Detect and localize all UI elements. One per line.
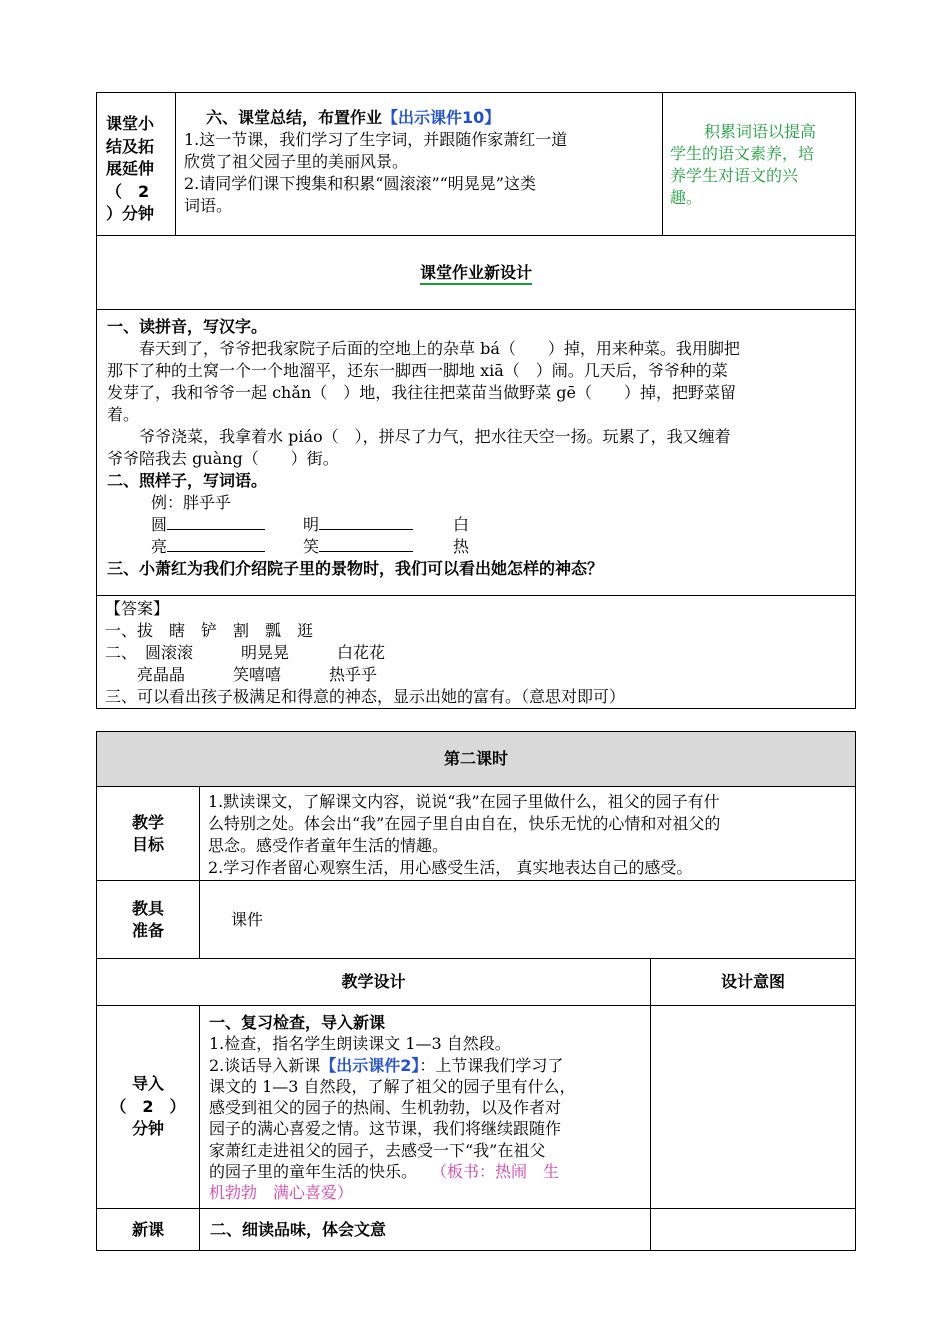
board-note: 机勃勃 满心喜爱）	[209, 1183, 354, 1203]
intro-line: 感受到祖父的园子的热闹、生机勃勃，以及作者对	[209, 1098, 562, 1118]
intent-line: 学生的语文素养，培	[670, 144, 815, 163]
intro-line: 1.检查，指名学生朗读课文 1—3 自然段。	[209, 1034, 511, 1054]
summary-label-line: （ 2	[106, 181, 150, 201]
answers-line: 二、 圆滚滚 明晃晃 白花花	[105, 643, 386, 662]
q2-example: 例：胖乎乎	[151, 493, 232, 512]
intro-line: 的园子里的童年生活的快乐。	[209, 1162, 418, 1182]
q2-word: 热	[453, 537, 470, 556]
summary-line: 1.这一节课，我们学习了生字词，并跟随作家萧红一道	[184, 130, 568, 149]
intro-label-line: （ 2 ）	[110, 1096, 186, 1116]
goal-label	[97, 787, 200, 881]
intent-line: 趣。	[670, 188, 703, 207]
answers-line: 三、可以看出孩子极满足和得意的神态，显示出她的富有。（意思对即可）	[105, 687, 626, 706]
tools-label-line: 教具	[131, 898, 164, 918]
summary-content	[176, 93, 663, 236]
summary-line: 欣赏了祖父园子里的美丽风景。	[184, 152, 409, 171]
q1-line: 爷爷浇菜，我拿着水 piáo（ ），拼尽了力气，把水往天空一扬。玩累了，我又缠着	[139, 427, 731, 446]
summary-heading: 六、课堂总结，布置作业	[206, 108, 383, 127]
intro-line: ：上节课我们学习了	[419, 1055, 564, 1075]
summary-label-line: 课堂小	[106, 114, 155, 133]
answers-cell	[97, 596, 856, 709]
intent-line: 养学生对语文的兴	[670, 166, 799, 185]
answers-line: 一、拔 瞎 铲 割 瓢 逛	[105, 621, 314, 640]
answers-title: 【答案】	[105, 599, 170, 618]
new-label: 新课	[97, 1209, 200, 1251]
q2-word: 圆	[151, 515, 168, 534]
goal-content	[200, 787, 856, 881]
intro-label	[97, 1006, 200, 1209]
homework-table	[96, 92, 856, 709]
q1-line: 发芽了，我和爷爷一起 chǎn（ ）地，我往往把菜苗当做野菜 gē（ ）掉，把野菜留	[107, 383, 736, 402]
q2-word: 白	[453, 515, 470, 534]
goal-line: 1.默读课文，了解课文内容，说说“我”在园子里做什么，祖父的园子有什	[208, 792, 720, 811]
new-intent	[651, 1209, 856, 1251]
q1-line: 那下了种的土窝一个一个地溜平，还东一脚西一脚地 xiā（ ）闹。几天后，爷爷种的菜	[107, 361, 728, 380]
intro-intent	[651, 1006, 856, 1209]
summary-label-line: ）分钟	[106, 204, 155, 223]
q2-title: 二、照样子，写词语。	[107, 471, 268, 490]
q1-line: 着。	[107, 405, 140, 424]
homework-questions	[97, 310, 856, 596]
q2-blank[interactable]	[167, 515, 265, 530]
q2-blank[interactable]	[167, 537, 265, 552]
q2-word: 明	[303, 515, 320, 534]
intro-content	[200, 1006, 651, 1209]
lesson2-title: 第二课时	[97, 732, 856, 787]
board-note: （板书：热闹 生	[439, 1162, 560, 1182]
q2-blank[interactable]	[319, 537, 413, 552]
answers-line: 亮晶晶 笑嘻嘻 热乎乎	[105, 665, 378, 684]
tools-content: 课件	[200, 881, 856, 959]
goal-line: 2.学习作者留心观察生活，用心感受生活， 真实地表达自己的感受。	[208, 858, 693, 877]
q1-line: 春天到了，爷爷把我家院子后面的空地上的杂草 bá（ ）掉，用来种菜。我用脚把	[139, 339, 740, 358]
summary-label	[97, 93, 176, 236]
intro-line: 课文的 1—3 自然段，了解了祖父的园子里有什么，	[209, 1076, 576, 1096]
tools-label	[97, 881, 200, 959]
q2-word: 笑	[303, 537, 320, 556]
q1-line: 爷爷陪我去 guàng（ ）街。	[107, 449, 339, 468]
intent-line: 积累词语以提高	[704, 122, 817, 141]
homework-title: 课堂作业新设计	[420, 263, 532, 285]
goal-line: 么特别之处。体会出“我”在园子里自由自在，快乐无忧的心情和对祖父的	[208, 814, 721, 833]
intro-label-line: 导入	[131, 1074, 164, 1094]
summary-label-line: 结及拓	[106, 136, 155, 156]
goal-label-line: 教学	[131, 812, 164, 832]
q3-title: 三、小萧红为我们介绍院子里的景物时，我们可以看出她怎样的神态？	[107, 559, 604, 578]
intro-heading: 一、复习检查，导入新课	[209, 1013, 386, 1032]
new-heading: 二、细读品味，体会文意	[200, 1209, 651, 1251]
summary-line: 词语。	[184, 196, 233, 215]
courseware-link[interactable]: 【出示课件10】	[382, 108, 501, 127]
homework-title-cell	[97, 236, 856, 310]
tools-label-line: 准备	[131, 920, 164, 940]
summary-intent	[663, 93, 856, 236]
intro-line: 园子的满心喜爱之情。这节课，我们将继续跟随作	[209, 1119, 562, 1139]
summary-label-line: 展延伸	[106, 159, 155, 178]
goal-label-line: 目标	[131, 834, 164, 854]
goal-line: 思念。感受作者童年生活的情趣。	[208, 836, 449, 855]
intent-header: 设计意图	[651, 959, 856, 1006]
q2-blank[interactable]	[319, 515, 413, 530]
lesson2-table	[96, 731, 856, 1251]
design-header: 教学设计	[97, 959, 651, 1006]
courseware-link[interactable]: 【出示课件2】	[320, 1055, 420, 1075]
summary-line: 2.请同学们课下搜集和积累“圆滚滚”“明晃晃”这类	[184, 174, 536, 193]
intro-line: 2.谈话导入新课	[209, 1055, 321, 1075]
intro-line: 家萧红走进祖父的园子，去感受一下“我”在祖父	[209, 1140, 546, 1160]
q1-title: 一、读拼音，写汉字。	[107, 317, 268, 336]
q2-word: 亮	[151, 537, 168, 556]
intro-label-line: 分钟	[131, 1119, 164, 1139]
